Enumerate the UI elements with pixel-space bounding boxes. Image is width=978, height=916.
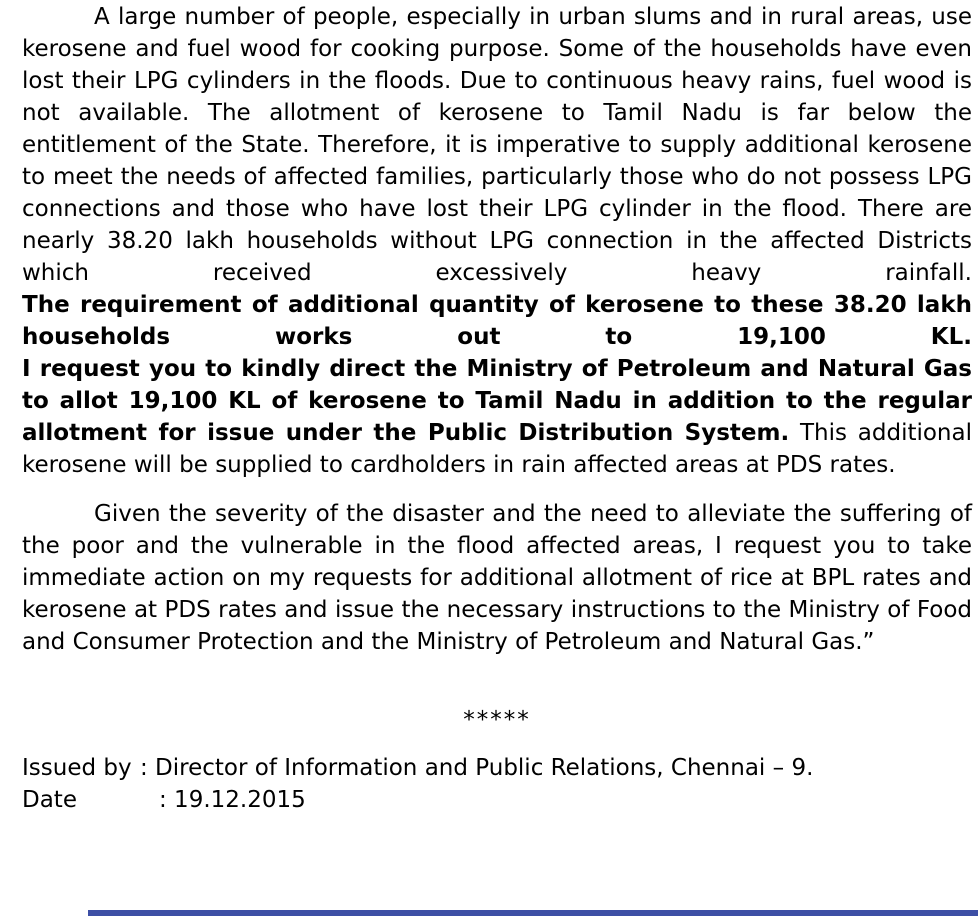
para1-bold-request-text: I request you to kindly direct the Ministry of Petroleum and Natural Gas to allot 19,100 KL of kerosene to Tamil Nadu in addition to the regular allotment for issue under the Public Distribution System. xyxy=(22,356,972,446)
issued-by-label: Issued by xyxy=(22,755,132,781)
para1-closing-text xyxy=(22,353,972,481)
asterisk-separator: ***** xyxy=(463,707,531,733)
date-value: : 19.12.2015 xyxy=(159,787,306,813)
paragraph-kerosene-request xyxy=(22,1,972,481)
date-label: Date xyxy=(22,787,77,813)
para1-body-text: A large number of people, especially in urban slums and in rural areas, use kerosene and fuel wood for cooking purpose. Some of the households have even lost their LPG cylinders in the floods. Due to continuous heavy rains, fuel wood is not available. The allotment of kerosene to Tamil Nadu is far below the entitlement of the State. Therefore, it is imperative to supply additional kerosene to meet the needs of affected families, particularly those who do not possess LPG connections and those who have lost their LPG cylinder in the flood. There are nearly 38.20 lakh households without LPG connection in the affected Districts which received excessively heavy rainfall. xyxy=(22,4,972,286)
para1-bold-requirement-text: The requirement of additional quantity of kerosene to these 38.20 lakh households works out to 19,100 KL. xyxy=(22,292,972,350)
issued-by-line xyxy=(22,752,972,784)
bottom-blue-bar xyxy=(88,910,978,916)
date-line xyxy=(22,784,972,816)
para1-normal-tail-text: This additional kerosene will be supplied to cardholders in rain affected areas at PDS rates. xyxy=(22,420,972,478)
issued-by-value: : Director of Information and Public Relations, Chennai – 9. xyxy=(140,755,814,781)
paragraph-severity-request: Given the severity of the disaster and the need to alleviate the suffering of the poor and the vulnerable in the flood affected areas, I request you to take immediate action on my requests for additional allotment of rice at BPL rates and kerosene at PDS rates and issue the necessary instructions to the Ministry of Food and Consumer Protection and the Ministry of Petroleum and Natural Gas.” xyxy=(22,501,972,655)
footer xyxy=(22,752,972,816)
